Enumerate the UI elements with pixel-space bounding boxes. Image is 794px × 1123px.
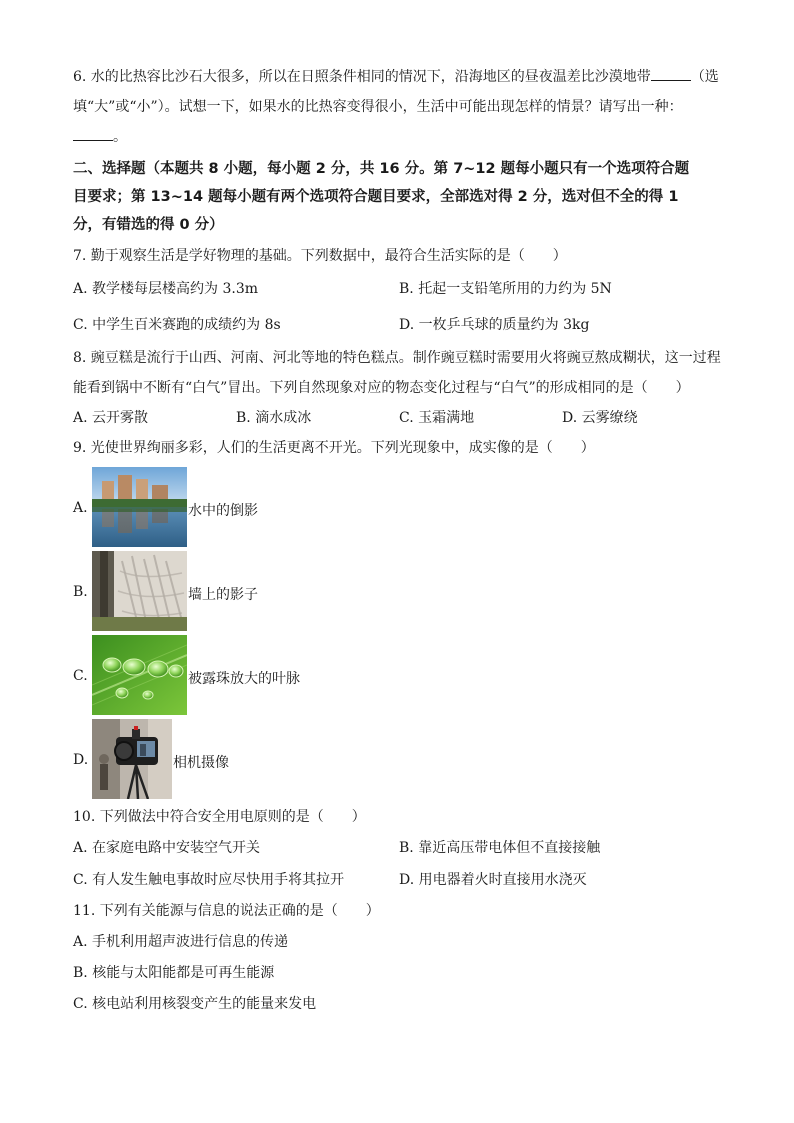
section-2-heading xyxy=(73,155,725,239)
q9-option-b[interactable] xyxy=(73,551,725,631)
q7-options-row-1 xyxy=(73,271,725,307)
q6-tail-3: 。 xyxy=(113,129,127,145)
q10-option-b[interactable]: B. 靠近高压带电体但不直接接触 xyxy=(399,840,601,856)
q8-stem-1: 8. 豌豆糕是流行于山西、河南、河北等地的特色糕点。制作豌豆糕时需要用火将豌豆熬成糊状，这一过程 xyxy=(73,350,721,366)
answer-blank-2[interactable] xyxy=(73,124,113,141)
q6-text-1: 6. 水的比热容比沙石大很多，所以在日照条件相同的情况下，沿海地区的昼夜温差比沙漠地带 xyxy=(73,69,651,85)
q8-options xyxy=(73,403,725,433)
q9-option-d-label: D. xyxy=(73,752,89,768)
section-2-line-2: 目要求；第 13~14 题每小题有两个选项符合题目要求，全部选对得 2 分，选对但不全的得 1 xyxy=(73,189,679,205)
q7-option-c[interactable]: C. 中学生百米赛跑的成绩约为 8s xyxy=(73,317,281,333)
q9-option-a[interactable] xyxy=(73,467,725,547)
q11-option-c[interactable]: C. 核电站利用核裂变产生的能量来发电 xyxy=(73,996,317,1012)
q9-option-c-caption: 被露珠放大的叶脉 xyxy=(188,671,300,687)
q6-line-1 xyxy=(73,62,725,92)
q7-stem: 7. 勤于观察生活是学好物理的基础。下列数据中，最符合生活实际的是（ ） xyxy=(73,248,567,264)
q10-options-row-1 xyxy=(73,832,725,864)
q7-option-a[interactable]: A. 教学楼每层楼高约为 3.3m xyxy=(73,281,259,297)
q8-option-d[interactable]: D. 云雾缭绕 xyxy=(562,410,638,426)
q9-stem: 9. 光使世界绚丽多彩，人们的生活更离不开光。下列光现象中，成实像的是（ ） xyxy=(73,440,595,456)
answer-blank-1[interactable] xyxy=(651,64,691,81)
exam-page xyxy=(73,62,725,1020)
q6-line-3 xyxy=(73,122,725,152)
q8-option-a[interactable]: A. 云开雾散 xyxy=(73,410,149,426)
q10-stem: 10. 下列做法中符合安全用电原则的是（ ） xyxy=(73,809,366,825)
q9-option-a-caption: 水中的倒影 xyxy=(188,503,258,519)
q10-option-a[interactable]: A. 在家庭电路中安装空气开关 xyxy=(73,840,261,856)
camera-photo-icon xyxy=(92,719,172,799)
q9-option-b-label: B. xyxy=(73,584,88,600)
q11-stem: 11. 下列有关能源与信息的说法正确的是（ ） xyxy=(73,903,380,919)
q11-option-b[interactable]: B. 核能与太阳能都是可再生能源 xyxy=(73,965,275,981)
q11-option-a[interactable]: A. 手机利用超声波进行信息的传递 xyxy=(73,934,289,950)
q10-option-d[interactable]: D. 用电器着火时直接用水浇灭 xyxy=(399,872,587,888)
q6-line-2 xyxy=(73,92,725,122)
question-10 xyxy=(73,802,725,896)
shadow-photo-icon xyxy=(92,551,187,631)
question-6 xyxy=(73,62,725,152)
question-11 xyxy=(73,896,725,1020)
reflection-photo-icon xyxy=(92,467,187,547)
q9-option-c[interactable] xyxy=(73,635,725,715)
q9-option-b-caption: 墙上的影子 xyxy=(188,587,258,603)
section-2-line-1: 二、选择题（本题共 8 小题，每小题 2 分，共 16 分。第 7~12 题每小题只有一个选项符合题 xyxy=(73,161,690,177)
q9-option-c-label: C. xyxy=(73,668,88,684)
question-7 xyxy=(73,241,725,343)
q9-option-d[interactable] xyxy=(73,719,725,799)
q9-option-d-caption: 相机摄像 xyxy=(173,755,229,771)
q10-options-row-2 xyxy=(73,864,725,896)
q9-option-a-label: A. xyxy=(73,500,88,516)
dewdrop-photo-icon xyxy=(92,635,187,715)
section-2-line-3: 分，有错选的得 0 分） xyxy=(73,217,224,233)
q10-option-c[interactable]: C. 有人发生触电事故时应尽快用手将其拉开 xyxy=(73,872,345,888)
question-8 xyxy=(73,343,725,433)
q6-tail-1: （选 xyxy=(690,69,719,85)
q8-option-b[interactable]: B. 滴水成冰 xyxy=(236,410,312,426)
q8-option-c[interactable]: C. 玉霜满地 xyxy=(399,410,475,426)
question-9 xyxy=(73,433,725,799)
q6-text-2: 填“大”或“小”）。试想一下，如果水的比热容变得很小，生活中可能出现怎样的情景？请写出一种： xyxy=(73,99,683,115)
q7-options-row-2 xyxy=(73,307,725,343)
q7-option-d[interactable]: D. 一枚乒乓球的质量约为 3kg xyxy=(399,317,590,333)
q8-stem-2: 能看到锅中不断有“白气”冒出。下列自然现象对应的物态变化过程与“白气”的形成相同的是（ ） xyxy=(73,380,690,396)
q7-option-b[interactable]: B. 托起一支铅笔所用的力约为 5N xyxy=(399,281,612,297)
